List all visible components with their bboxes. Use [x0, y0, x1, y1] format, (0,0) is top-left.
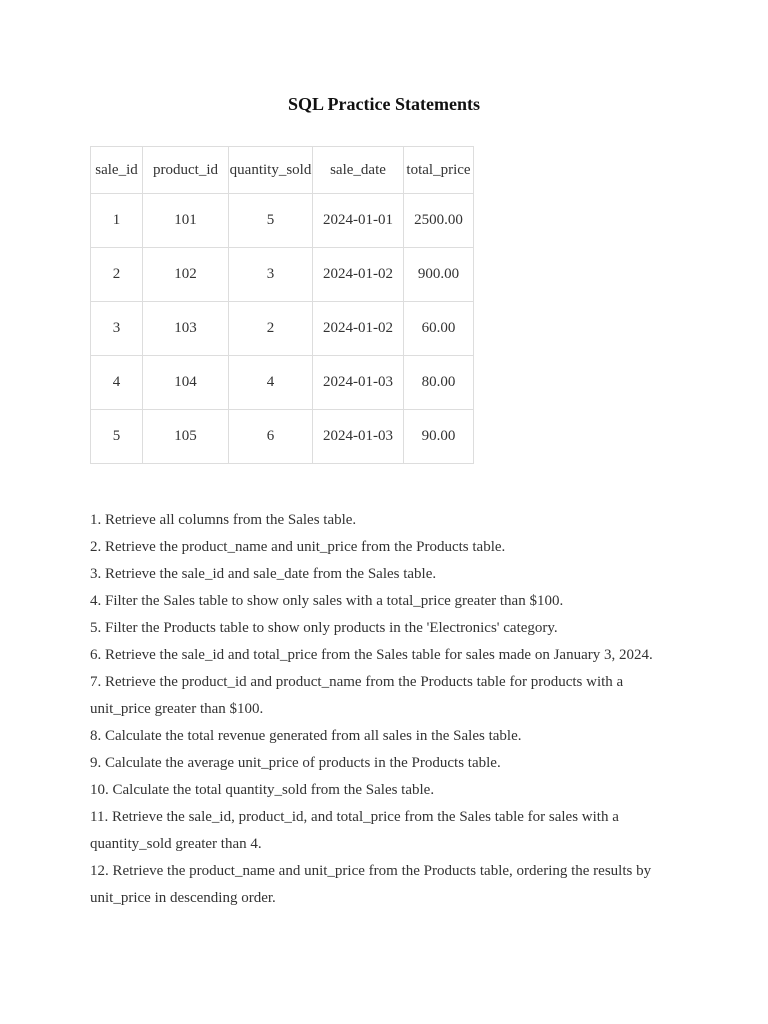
table-row: [91, 248, 474, 302]
table-row: [91, 194, 474, 248]
question-item: 6. Retrieve the sale_id and total_price from the Sales table for sales made on January 3, 2024.: [90, 647, 653, 663]
table-cell: 2: [91, 248, 143, 302]
table-cell: 2024-01-03: [313, 410, 404, 464]
table-cell: 3: [229, 248, 313, 302]
question-list: [90, 507, 680, 912]
question-item: 11. Retrieve the sale_id, product_id, and total_price from the Sales table for sales with a quantity_sold greater than 4.: [90, 809, 619, 852]
table-cell: 900.00: [404, 248, 474, 302]
question-item: 9. Calculate the average unit_price of products in the Products table.: [90, 755, 501, 771]
question-item: 4. Filter the Sales table to show only sales with a total_price greater than $100.: [90, 593, 564, 609]
table-cell: 60.00: [404, 302, 474, 356]
question-item: 7. Retrieve the product_id and product_name from the Products table for products with a unit_price greater than $100.: [90, 674, 624, 717]
column-header-quantity-sold: quantity_sold: [229, 147, 313, 194]
table-header-row: [91, 147, 474, 194]
column-header-sale-id: sale_id: [91, 147, 143, 194]
table-row: [91, 410, 474, 464]
question-item: 2. Retrieve the product_name and unit_price from the Products table.: [90, 539, 506, 555]
question-item: 10. Calculate the total quantity_sold from the Sales table.: [90, 782, 435, 798]
table-cell: 2500.00: [404, 194, 474, 248]
table-cell: 103: [143, 302, 229, 356]
question-item: 1. Retrieve all columns from the Sales table.: [90, 512, 357, 528]
table-cell: 4: [91, 356, 143, 410]
table-cell: 1: [91, 194, 143, 248]
table-cell: 105: [143, 410, 229, 464]
table-cell: 104: [143, 356, 229, 410]
table-cell: 2024-01-02: [313, 302, 404, 356]
question-item: 3. Retrieve the sale_id and sale_date from the Sales table.: [90, 566, 437, 582]
table-cell: 2024-01-01: [313, 194, 404, 248]
table-cell: 2024-01-02: [313, 248, 404, 302]
table-cell: 2024-01-03: [313, 356, 404, 410]
question-item: 8. Calculate the total revenue generated from all sales in the Sales table.: [90, 728, 522, 744]
table-row: [91, 356, 474, 410]
table-cell: 90.00: [404, 410, 474, 464]
table-cell: 101: [143, 194, 229, 248]
table-cell: 102: [143, 248, 229, 302]
question-item: 12. Retrieve the product_name and unit_price from the Products table, ordering the results by unit_price in descending order.: [90, 863, 652, 906]
column-header-sale-date: sale_date: [313, 147, 404, 194]
page-title: SQL Practice Statements: [288, 94, 480, 114]
table-cell: 5: [91, 410, 143, 464]
column-header-total-price: total_price: [404, 147, 474, 194]
table-cell: 6: [229, 410, 313, 464]
table-cell: 80.00: [404, 356, 474, 410]
table-cell: 3: [91, 302, 143, 356]
question-item: 5. Filter the Products table to show only products in the 'Electronics' category.: [90, 620, 558, 636]
sales-table: [90, 146, 474, 464]
table-row: [91, 302, 474, 356]
column-header-product-id: product_id: [143, 147, 229, 194]
table-cell: 4: [229, 356, 313, 410]
table-cell: 2: [229, 302, 313, 356]
table-cell: 5: [229, 194, 313, 248]
